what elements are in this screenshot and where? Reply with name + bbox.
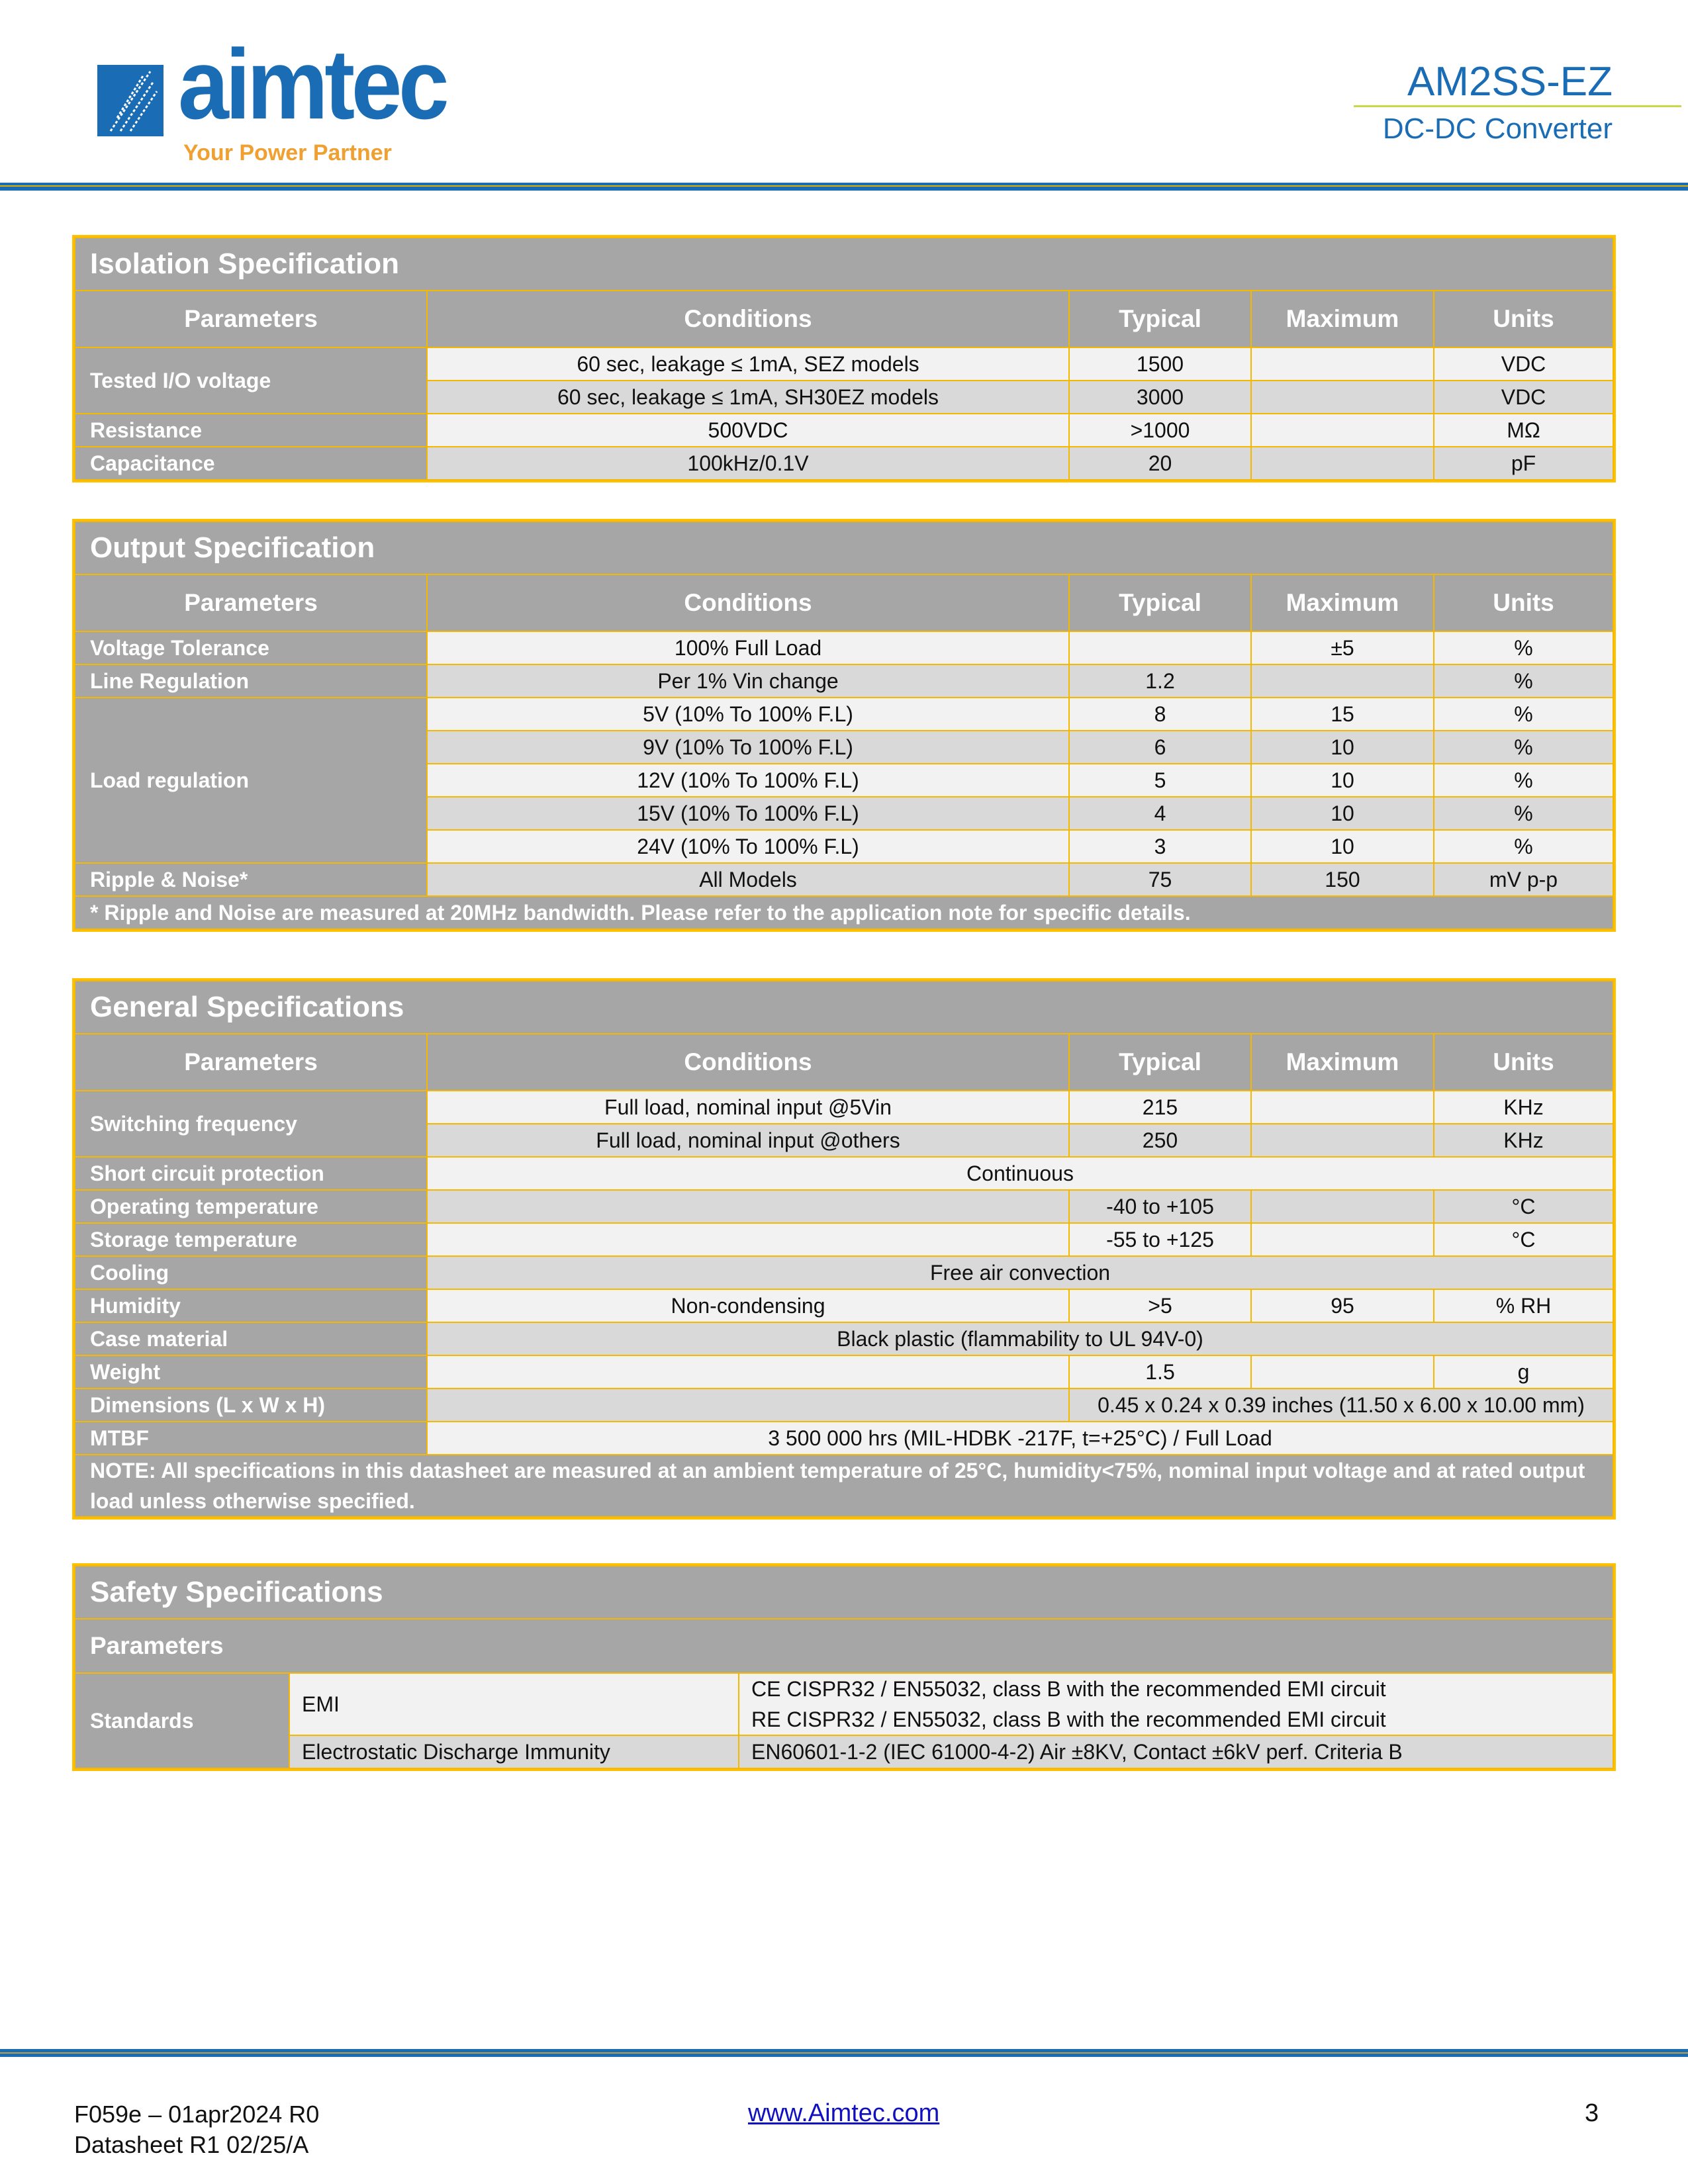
maximum-cell xyxy=(1251,1355,1434,1388)
units-cell: % xyxy=(1434,664,1613,698)
maximum-cell xyxy=(1251,1223,1434,1256)
conditions-cell: 5V (10% To 100% F.L) xyxy=(427,698,1069,731)
conditions-cell xyxy=(427,1388,1069,1422)
standard-line: CE CISPR32 / EN55032, class B with the recommended EMI circuit xyxy=(751,1677,1386,1701)
param-cell: Cooling xyxy=(75,1256,427,1289)
maximum-cell: ±5 xyxy=(1251,631,1434,664)
aimtec-logo xyxy=(97,28,446,172)
product-title: AM2SS-EZ xyxy=(1407,59,1613,105)
header-rule xyxy=(0,183,1688,191)
column-header-maximum: Maximum xyxy=(1251,574,1434,631)
datasheet-revision: Datasheet R1 02/25/A xyxy=(74,2131,309,2158)
param-cell: Case material xyxy=(75,1322,427,1355)
title-divider xyxy=(1354,105,1681,107)
table-row xyxy=(75,1190,1613,1223)
column-header-conditions: Conditions xyxy=(427,291,1069,347)
maximum-cell xyxy=(1251,1190,1434,1223)
table-note: NOTE: All specifications in this datasheet are measured at an ambient temperature of 25°C, humidity<75%, nominal input voltage and at rated output load unless otherwise specified. xyxy=(75,1455,1613,1517)
typical-cell: 250 xyxy=(1069,1124,1251,1157)
typical-cell: 3 xyxy=(1069,830,1251,863)
product-subtitle: DC-DC Converter xyxy=(1382,113,1613,145)
param-cell: Load regulation xyxy=(75,698,427,863)
logo-wordmark: aimtec xyxy=(178,28,446,140)
website-link[interactable]: www.Aimtec.com xyxy=(748,2099,940,2127)
typical-cell: 3000 xyxy=(1069,381,1251,414)
conditions-cell: Full load, nominal input @others xyxy=(427,1124,1069,1157)
maximum-cell: 95 xyxy=(1251,1289,1434,1322)
footer-doc-info xyxy=(74,2099,319,2160)
maximum-cell xyxy=(1251,447,1434,480)
conditions-cell: 60 sec, leakage ≤ 1mA, SH30EZ models xyxy=(427,381,1069,414)
param-cell: MTBF xyxy=(75,1422,427,1455)
typical-cell: 1500 xyxy=(1069,347,1251,381)
param-cell: Resistance xyxy=(75,414,427,447)
table-row xyxy=(75,631,1613,664)
units-cell: % xyxy=(1434,797,1613,830)
param-cell: Line Regulation xyxy=(75,664,427,698)
conditions-cell: 12V (10% To 100% F.L) xyxy=(427,764,1069,797)
param-cell: Dimensions (L x W x H) xyxy=(75,1388,427,1422)
param-cell: Short circuit protection xyxy=(75,1157,427,1190)
conditions-cell: Full load, nominal input @5Vin xyxy=(427,1091,1069,1124)
conditions-cell: 9V (10% To 100% F.L) xyxy=(427,731,1069,764)
param-cell: Weight xyxy=(75,1355,427,1388)
typical-cell: 8 xyxy=(1069,698,1251,731)
maximum-cell: 10 xyxy=(1251,797,1434,830)
column-header-units: Units xyxy=(1434,574,1613,631)
param-cell: Capacitance xyxy=(75,447,427,480)
conditions-cell: 15V (10% To 100% F.L) xyxy=(427,797,1069,830)
units-cell: % xyxy=(1434,731,1613,764)
table-row xyxy=(75,863,1613,896)
param-cell: Tested I/O voltage xyxy=(75,347,427,414)
maximum-cell: 150 xyxy=(1251,863,1434,896)
param-cell: Storage temperature xyxy=(75,1223,427,1256)
table-row xyxy=(75,347,1613,381)
table-title: Isolation Specification xyxy=(75,238,1613,291)
param-cell: Voltage Tolerance xyxy=(75,631,427,664)
table-row xyxy=(75,698,1613,731)
value-cell: 0.45 x 0.24 x 0.39 inches (11.50 x 6.00 x 10.00 mm) xyxy=(1069,1388,1613,1422)
typical-cell: 1.5 xyxy=(1069,1355,1251,1388)
units-cell: % xyxy=(1434,764,1613,797)
table-row xyxy=(75,1289,1613,1322)
units-cell: °C xyxy=(1434,1223,1613,1256)
maximum-cell xyxy=(1251,664,1434,698)
safety-spec-table xyxy=(74,1565,1614,1769)
column-header-parameters: Parameters xyxy=(75,574,427,631)
conditions-cell: Non-condensing xyxy=(427,1289,1069,1322)
column-header-typical: Typical xyxy=(1069,291,1251,347)
maximum-cell xyxy=(1251,381,1434,414)
maximum-cell: 10 xyxy=(1251,764,1434,797)
conditions-cell: 100kHz/0.1V xyxy=(427,447,1069,480)
conditions-cell: 500VDC xyxy=(427,414,1069,447)
column-header-units: Units xyxy=(1434,1034,1613,1091)
units-cell: KHz xyxy=(1434,1091,1613,1124)
typical-cell xyxy=(1069,631,1251,664)
table-row xyxy=(75,1157,1613,1190)
table-row xyxy=(75,1322,1613,1355)
typical-cell: 20 xyxy=(1069,447,1251,480)
units-cell: VDC xyxy=(1434,347,1613,381)
value-cell: Black plastic (flammability to UL 94V-0) xyxy=(427,1322,1613,1355)
value-cell: 3 500 000 hrs (MIL-HDBK -217F, t=+25°C) / Full Load xyxy=(427,1422,1613,1455)
maximum-cell xyxy=(1251,414,1434,447)
typical-cell: >5 xyxy=(1069,1289,1251,1322)
table-row xyxy=(75,1256,1613,1289)
value-cell: Continuous xyxy=(427,1157,1613,1190)
units-cell: pF xyxy=(1434,447,1613,480)
footer-rule xyxy=(0,2049,1688,2057)
conditions-cell: All Models xyxy=(427,863,1069,896)
doc-code: F059e – 01apr2024 R0 xyxy=(74,2101,320,2128)
conditions-cell xyxy=(427,1223,1069,1256)
typical-cell: 75 xyxy=(1069,863,1251,896)
logo-mark-icon xyxy=(97,65,164,136)
maximum-cell: 15 xyxy=(1251,698,1434,731)
param-cell: Humidity xyxy=(75,1289,427,1322)
maximum-cell: 10 xyxy=(1251,731,1434,764)
table-title: Safety Specifications xyxy=(75,1566,1613,1619)
table-row xyxy=(75,1223,1613,1256)
maximum-cell xyxy=(1251,1124,1434,1157)
output-spec-table xyxy=(74,521,1614,930)
table-title: Output Specification xyxy=(75,522,1613,574)
table-title: General Specifications xyxy=(75,981,1613,1034)
typical-cell: 215 xyxy=(1069,1091,1251,1124)
typical-cell: >1000 xyxy=(1069,414,1251,447)
standard-value xyxy=(739,1673,1613,1735)
table-row xyxy=(75,1091,1613,1124)
column-header-parameters: Parameters xyxy=(75,1034,427,1091)
table-row xyxy=(75,1355,1613,1388)
column-header-units: Units xyxy=(1434,291,1613,347)
typical-cell: -55 to +125 xyxy=(1069,1223,1251,1256)
typical-cell: 4 xyxy=(1069,797,1251,830)
column-header-conditions: Conditions xyxy=(427,574,1069,631)
typical-cell: 1.2 xyxy=(1069,664,1251,698)
maximum-cell xyxy=(1251,347,1434,381)
column-header-parameters: Parameters xyxy=(75,291,427,347)
conditions-cell: 60 sec, leakage ≤ 1mA, SEZ models xyxy=(427,347,1069,381)
conditions-cell: 24V (10% To 100% F.L) xyxy=(427,830,1069,863)
units-cell: g xyxy=(1434,1355,1613,1388)
column-header-typical: Typical xyxy=(1069,574,1251,631)
units-cell: mV p-p xyxy=(1434,863,1613,896)
table-row xyxy=(75,1388,1613,1422)
maximum-cell: 10 xyxy=(1251,830,1434,863)
maximum-cell xyxy=(1251,1091,1434,1124)
units-cell: KHz xyxy=(1434,1124,1613,1157)
value-cell: Free air convection xyxy=(427,1256,1613,1289)
units-cell: % xyxy=(1434,830,1613,863)
units-cell: MΩ xyxy=(1434,414,1613,447)
table-row xyxy=(75,664,1613,698)
table-row xyxy=(75,447,1613,480)
column-header-typical: Typical xyxy=(1069,1034,1251,1091)
standard-item: Electrostatic Discharge Immunity xyxy=(289,1735,739,1768)
table-note: * Ripple and Noise are measured at 20MHz bandwidth. Please refer to the application note for specific details. xyxy=(75,896,1613,929)
conditions-cell: 100% Full Load xyxy=(427,631,1069,664)
table-row xyxy=(75,414,1613,447)
conditions-cell: Per 1% Vin change xyxy=(427,664,1069,698)
table-row xyxy=(75,1422,1613,1455)
isolation-spec-table xyxy=(74,237,1614,480)
param-cell: Switching frequency xyxy=(75,1091,427,1157)
standard-value: EN60601-1-2 (IEC 61000-4-2) Air ±8KV, Contact ±6kV perf. Criteria B xyxy=(739,1735,1613,1768)
logo-tagline: Your Power Partner xyxy=(183,140,392,165)
conditions-cell xyxy=(427,1355,1069,1388)
param-cell: Ripple & Noise* xyxy=(75,863,427,896)
column-header-maximum: Maximum xyxy=(1251,291,1434,347)
param-cell: Operating temperature xyxy=(75,1190,427,1223)
units-cell: % xyxy=(1434,631,1613,664)
units-cell: VDC xyxy=(1434,381,1613,414)
column-header-maximum: Maximum xyxy=(1251,1034,1434,1091)
column-header-conditions: Conditions xyxy=(427,1034,1069,1091)
standard-line: RE CISPR32 / EN55032, class B with the recommended EMI circuit xyxy=(751,1707,1386,1731)
units-cell: °C xyxy=(1434,1190,1613,1223)
units-cell: % RH xyxy=(1434,1289,1613,1322)
units-cell: % xyxy=(1434,698,1613,731)
param-cell: Standards xyxy=(75,1673,289,1768)
column-header: Parameters xyxy=(75,1619,1613,1673)
typical-cell: 5 xyxy=(1069,764,1251,797)
general-spec-table xyxy=(74,980,1614,1518)
typical-cell: 6 xyxy=(1069,731,1251,764)
typical-cell: -40 to +105 xyxy=(1069,1190,1251,1223)
standard-item: EMI xyxy=(289,1673,739,1735)
conditions-cell xyxy=(427,1190,1069,1223)
page-number: 3 xyxy=(1585,2099,1599,2127)
